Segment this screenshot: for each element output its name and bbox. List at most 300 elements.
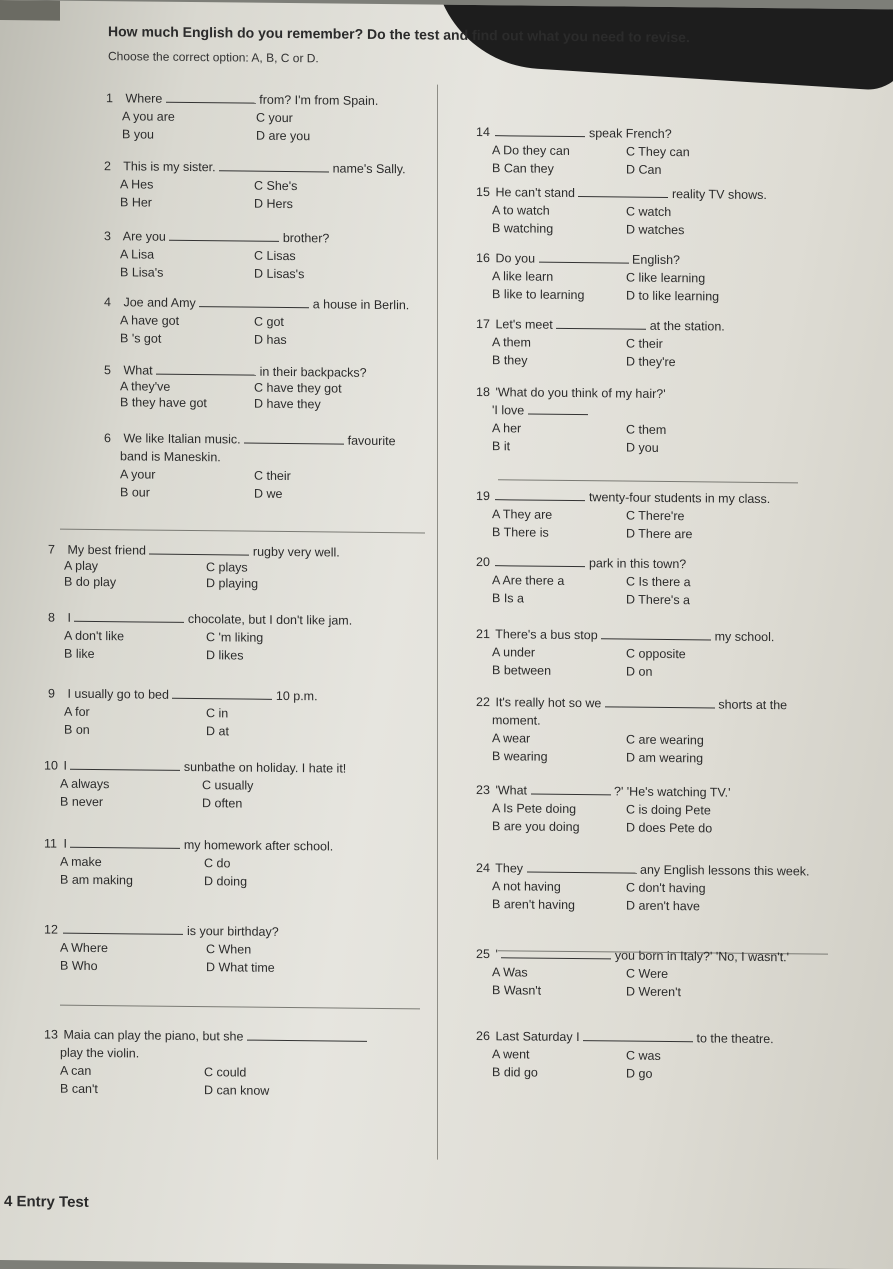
option-text: have they got [266,380,342,396]
question-number: 9 [48,686,55,701]
option-a[interactable] [492,335,531,349]
option-text: don't having [638,880,706,896]
option-d[interactable] [626,355,676,370]
option-text: am making [71,872,133,888]
option-letter: D [254,486,267,501]
option-c[interactable] [626,647,686,662]
answer-blank[interactable] [528,404,588,416]
option-letter: C [626,422,639,437]
option-d[interactable] [626,985,681,1000]
option-text: our [131,485,150,500]
option-a[interactable] [492,421,521,435]
option-letter: C [256,110,269,125]
option-a[interactable] [64,559,98,573]
background-corner [0,0,60,21]
option-d[interactable] [626,593,690,608]
option-letter: A [64,628,76,643]
option-c[interactable] [254,249,296,263]
option-a[interactable] [60,941,108,956]
option-b[interactable] [492,221,553,236]
answer-blank[interactable] [247,1030,367,1042]
option-letter: C [626,802,639,817]
option-d[interactable] [254,487,282,501]
option-letter: A [60,854,72,869]
option-b[interactable] [60,959,98,973]
option-letter: A [492,731,504,746]
option-c[interactable] [626,337,663,351]
option-text: to watch [503,203,550,218]
option-text: their [266,468,291,484]
answer-blank[interactable] [539,252,629,264]
option-text: 'm liking [218,630,264,645]
option-d[interactable] [206,576,258,591]
option-text: has [266,332,287,348]
answer-blank[interactable] [219,160,329,172]
option-text: did go [503,1065,538,1080]
option-text: they've [131,379,171,394]
question-text-after: ?' 'He's watching TV.' [610,784,731,800]
answer-blank[interactable] [527,862,637,874]
option-text: is doing Pete [638,802,711,818]
option-letter: D [626,440,639,455]
answer-blank[interactable] [199,296,309,308]
answer-blank[interactable] [495,555,585,567]
question-stem [104,431,396,448]
option-d[interactable] [626,751,703,766]
option-c[interactable] [256,111,293,125]
option-a[interactable] [120,467,155,481]
option-b[interactable] [492,525,549,540]
option-b[interactable] [120,195,152,209]
option-b[interactable] [492,663,551,678]
option-c[interactable] [204,856,230,870]
option-text: go [638,1066,653,1081]
question-number: 7 [48,542,55,557]
option-letter: B [120,395,132,410]
question-number: 13 [44,1027,58,1042]
option-text: your [131,467,156,482]
option-d[interactable] [254,267,304,282]
option-c[interactable] [626,509,684,524]
option-letter: D [626,820,639,835]
question-text-before: This is my sister. [120,159,220,175]
option-text: usually [214,778,254,793]
option-b[interactable] [492,161,554,176]
option-b[interactable] [64,723,90,737]
option-c[interactable] [626,733,704,748]
option-text: don't like [75,628,125,644]
option-letter: D [626,526,639,541]
option-letter: C [254,468,267,483]
option-a[interactable] [492,645,535,659]
column-divider [437,85,438,1160]
option-c[interactable] [254,381,342,396]
option-d[interactable] [626,899,700,914]
option-d[interactable] [254,333,287,347]
option-letter: C [626,204,639,219]
question-text-before: It's really hot so we [492,695,605,711]
option-a[interactable] [492,203,550,218]
option-d[interactable] [626,527,692,542]
option-text: went [503,1047,530,1062]
option-c[interactable] [626,803,711,818]
option-c[interactable] [206,630,263,645]
answer-blank[interactable] [70,837,180,849]
question-line2-text: band is Maneskin. [120,449,221,465]
answer-blank[interactable] [583,1030,693,1042]
option-b[interactable] [60,1082,98,1096]
option-c[interactable] [626,881,706,896]
question-stem [476,555,686,571]
option-a[interactable] [492,1047,530,1061]
option-c[interactable] [254,469,291,483]
option-c[interactable] [626,575,691,590]
option-letter: C [626,880,639,895]
answer-blank[interactable] [156,364,256,376]
option-letter: C [254,178,267,193]
option-letter: A [492,269,504,284]
option-d[interactable] [626,665,652,679]
option-letter: D [626,288,639,303]
option-c[interactable] [204,1065,246,1079]
question-text-before: Do you [492,251,539,266]
option-d[interactable] [204,1083,269,1098]
footer-label: 4 Entry Test [4,1193,89,1211]
option-d[interactable] [202,796,242,810]
option-a[interactable] [492,143,570,158]
option-c[interactable] [206,942,251,956]
option-letter: D [254,196,267,211]
question-text-after: at the station. [646,318,725,334]
option-letter: A [120,467,132,482]
question-stem [48,543,340,560]
option-text: Was [503,965,528,980]
option-d[interactable] [206,960,275,975]
option-a[interactable] [492,801,576,816]
question-number: 18 [476,384,490,400]
question-text-before: My best friend [64,542,150,558]
question-stem [106,91,378,108]
option-d[interactable] [204,874,247,888]
option-letter: D [626,750,639,765]
option-text: They are [502,507,553,522]
option-text: Lisa [131,247,155,262]
option-letter: B [120,485,132,500]
option-text: can know [216,1083,270,1098]
option-letter: B [492,819,504,834]
option-c[interactable] [626,205,671,219]
option-text: they have got [131,395,207,411]
option-c[interactable] [202,778,253,793]
question-text-before: Maia can play the piano, but she [60,1027,247,1044]
question-number: 10 [44,758,58,773]
option-c[interactable] [626,1049,661,1063]
question-stem [104,363,367,380]
option-text: wearing [503,749,548,764]
option-letter: D [206,576,219,591]
answer-blank[interactable] [495,489,585,501]
option-text: Wasn't [503,983,542,998]
option-letter: B [492,591,504,606]
option-letter: C [626,646,639,661]
option-letter: A [492,965,504,980]
answer-blank[interactable] [169,230,279,242]
option-letter: A [120,247,132,262]
question-text-after: sunbathe on holiday. I hate it! [180,759,347,776]
option-d[interactable] [626,289,719,304]
question-stem [476,489,770,506]
answer-blank[interactable] [70,759,180,771]
answer-blank[interactable] [556,318,646,330]
option-b[interactable] [120,485,150,499]
option-d[interactable] [626,163,661,177]
question-number: 2 [104,159,111,174]
option-b[interactable] [60,795,103,809]
option-text: Were [638,966,669,981]
option-text: Who [71,958,98,974]
option-letter: A [60,776,72,791]
question-stem [44,758,346,775]
option-a[interactable] [492,573,564,588]
question-text-before: What [120,363,157,378]
question-number: 1 [106,91,113,106]
option-text: them [503,335,531,350]
question-text-line2 [492,403,588,418]
option-letter: C [206,942,219,957]
option-text: your [268,110,293,126]
question-number: 20 [476,554,490,570]
option-a[interactable] [492,965,528,979]
option-b[interactable] [122,127,154,141]
answer-blank[interactable] [166,92,256,104]
answer-blank[interactable] [149,544,249,556]
option-b[interactable] [60,873,133,888]
option-b[interactable] [492,819,580,834]
question-text-before: I [64,610,75,625]
answer-blank[interactable] [578,186,668,198]
option-letter: B [64,574,76,589]
option-letter: D [626,354,639,369]
option-c[interactable] [626,145,690,160]
question-stem [476,125,672,141]
option-letter: B [60,1081,72,1096]
option-c[interactable] [626,423,666,437]
option-letter: A [122,109,134,124]
option-letter: B [120,331,132,346]
option-b[interactable] [492,1065,538,1079]
option-a[interactable] [60,855,102,869]
answer-blank[interactable] [601,628,711,640]
option-letter: A [60,1063,72,1078]
option-letter: C [254,248,267,263]
question-text-after: English? [628,252,680,268]
option-letter: D [204,1083,217,1098]
option-letter: D [626,1066,639,1081]
option-a[interactable] [120,379,170,394]
question-text-before: Let's meet [492,317,557,332]
option-letter: C [206,706,219,721]
option-text: opposite [638,646,686,662]
question-number: 4 [104,295,111,310]
option-d[interactable] [254,197,293,211]
option-letter: C [626,966,639,981]
option-a[interactable] [492,269,553,284]
option-d[interactable] [626,1067,652,1081]
option-b[interactable] [120,265,163,279]
option-c[interactable] [626,271,705,286]
option-letter: C [204,856,217,871]
option-letter: B [492,287,504,302]
option-letter: C [202,778,215,793]
option-b[interactable] [120,395,207,410]
option-a[interactable] [64,629,124,644]
answer-blank[interactable] [531,784,611,796]
option-b[interactable] [492,439,510,453]
option-letter: B [492,221,504,236]
option-text: they're [638,354,676,370]
option-a[interactable] [64,705,90,719]
option-text: playing [218,576,259,591]
option-text: What time [218,960,275,975]
question-text-after: chocolate, but I don't like jam. [184,611,353,628]
option-c[interactable] [626,967,668,981]
section-rule [60,529,425,534]
answer-blank[interactable] [244,433,344,445]
option-d[interactable] [206,724,229,738]
option-text: have got [131,313,180,328]
option-c[interactable] [254,315,284,329]
option-b[interactable] [492,749,548,764]
option-letter: A [64,558,76,573]
answer-blank[interactable] [63,923,183,935]
option-b[interactable] [492,897,575,912]
question-text-before: 'What do you think of my hair?' [492,385,666,401]
option-a[interactable] [60,777,109,792]
option-letter: A [492,335,504,350]
option-c[interactable] [206,706,228,720]
answer-blank[interactable] [495,125,585,137]
option-text: you [133,127,154,142]
option-d[interactable] [626,821,712,836]
question-stem [104,295,409,312]
option-letter: A [492,879,504,894]
question-number: 12 [44,922,58,937]
answer-blank[interactable] [501,947,611,959]
question-text-before: ' [492,947,502,962]
answer-blank[interactable] [74,611,184,623]
option-a[interactable] [122,109,175,124]
option-text: aren't have [638,898,700,914]
option-b[interactable] [492,287,584,302]
option-b[interactable] [492,591,524,605]
question-stem [476,627,774,644]
option-b[interactable] [492,353,527,367]
option-text: plays [218,560,248,575]
question-number: 24 [476,860,490,876]
option-letter: C [204,1065,217,1080]
option-text: watch [638,204,672,220]
question-text-after: is your birthday? [183,923,279,939]
option-d[interactable] [626,441,659,455]
question-text-after: in their backpacks? [256,364,367,380]
option-d[interactable] [256,129,310,144]
question-text-after: to the theatre. [693,1031,774,1047]
option-letter: B [64,722,76,737]
option-text: Do they can [503,143,570,158]
question-number: 5 [104,363,111,378]
option-d[interactable] [206,648,244,662]
option-text: never [71,794,104,810]
option-letter: C [626,574,639,589]
question-text-after: favourite [344,433,396,449]
option-text: Is Pete doing [503,801,577,817]
option-text: could [216,1065,247,1080]
option-letter: D [626,984,639,999]
question-number: 3 [104,229,111,244]
option-a[interactable] [492,507,552,522]
option-b[interactable] [64,647,95,661]
option-d[interactable] [626,223,684,238]
option-a[interactable] [492,879,561,894]
answer-blank[interactable] [605,696,715,708]
question-stem [476,385,666,401]
option-c[interactable] [206,560,248,574]
option-text: at [218,724,229,739]
section-rule [60,1005,420,1010]
option-letter: B [64,646,76,661]
question-number: 26 [476,1028,490,1044]
option-b[interactable] [492,983,541,998]
section-rule [498,479,798,483]
option-letter: B [492,525,504,540]
question-text-before: There's a bus stop [492,627,602,643]
question-number: 25 [476,946,490,962]
option-letter: B [120,195,132,210]
question-text-after: my school. [711,629,775,645]
question-number: 15 [476,184,490,200]
option-letter: A [492,507,503,522]
question-number: 8 [48,610,55,625]
question-stem [476,1029,774,1046]
option-letter: B [492,161,504,176]
option-b[interactable] [64,575,116,590]
option-text: in [218,706,229,721]
option-text: watching [503,221,554,236]
option-a[interactable] [60,1064,91,1078]
option-d[interactable] [254,397,321,412]
option-letter: A [492,573,503,588]
option-a[interactable] [120,313,179,328]
answer-blank[interactable] [172,688,272,700]
option-text: aren't having [503,897,575,913]
question-stem [476,947,789,964]
option-a[interactable] [120,247,154,261]
question-stem [476,783,731,800]
option-b[interactable] [120,331,161,345]
option-letter: C [626,336,639,351]
option-a[interactable] [120,177,153,191]
question-stem [44,836,333,853]
option-text: you are [133,109,175,124]
question-stem [48,611,352,628]
option-c[interactable] [254,179,297,193]
option-letter: A [60,940,72,955]
option-text: does Pete do [638,820,713,836]
option-a[interactable] [492,731,530,745]
option-text: Can they [503,161,554,176]
option-letter: B [492,663,504,678]
option-text: There's a [638,592,690,608]
